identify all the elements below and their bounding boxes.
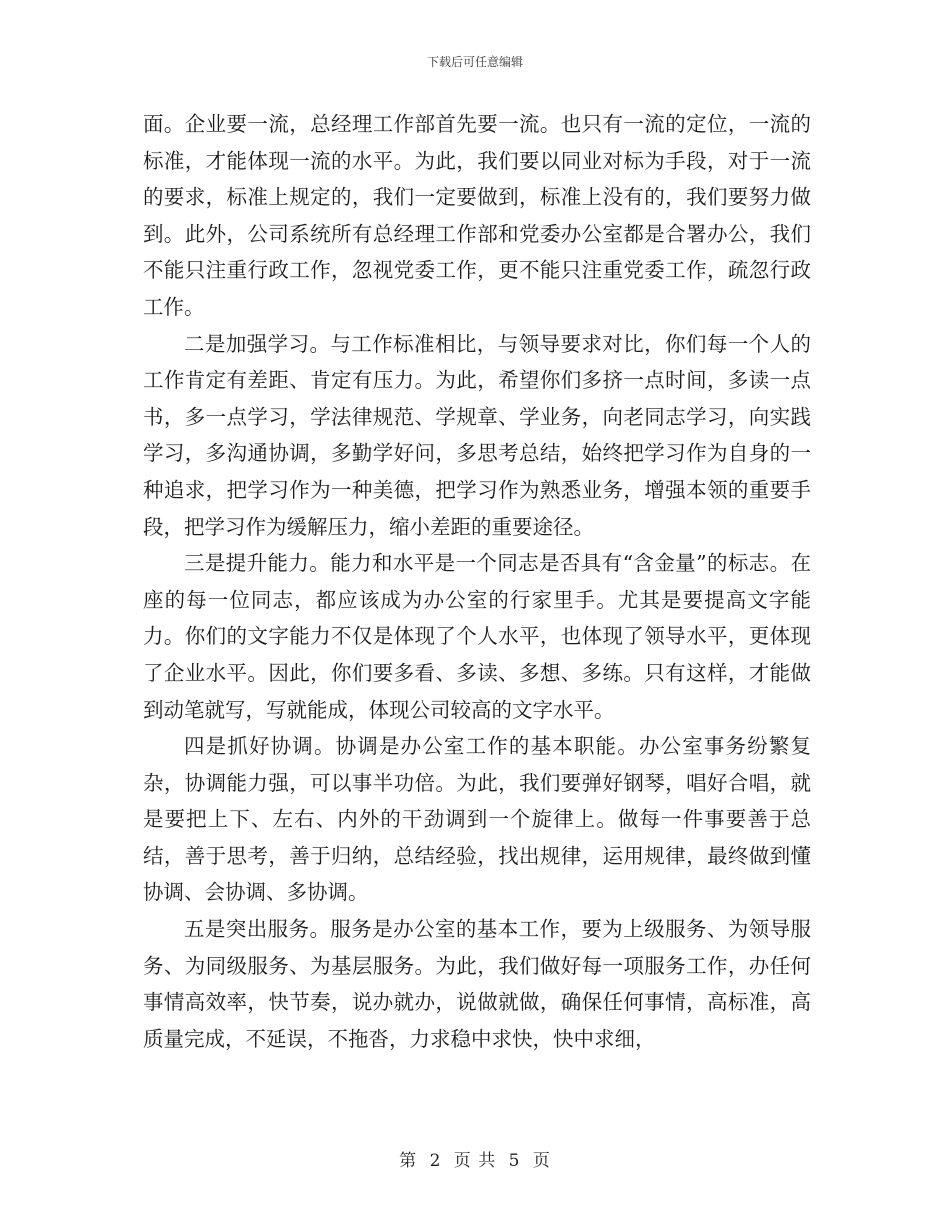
paragraph-continuation: 面。企业要一流，总经理工作部首先要一流。也只有一流的定位，一流的标准，才能体现一流的水平。为此，我们要以同业对标为手段，对于一流的要求，标准上规定的，我们一定要做到，标准上没有的，我们要努力做到。此外，公司系统所有总经理工作部和党委办公室都是合署办公，我们不能只注重行政工作，忽视党委工作，更不能只注重党委工作，疏忽行政工作。 [143, 112, 811, 319]
paragraph-service: 五是突出服务。服务是办公室的基本工作，要为上级服务、为领导服务、为同级服务、为基层服务。为此，我们做好每一项服务工作，办任何事情高效率，快节奏，说办就办，说做就做，确保任何事情，高标准，高质量完成，不延误，不拖沓，力求稳中求快，快中求细， [143, 917, 811, 1051]
page-footer [0, 1150, 950, 1172]
paragraph-coordination: 四是抓好协调。协调是办公室工作的基本职能。办公室事务纷繁复杂，协调能力强，可以事半功倍。为此，我们要弹好钢琴，唱好合唱，就是要把上下、左右、内外的干劲调到一个旋律上。做每一件事要善于总结，善于思考，善于归纳，总结经验，找出规律，运用规律，最终做到懂协调、会协调、多协调。 [143, 734, 811, 905]
document-body [143, 106, 811, 1057]
footer-suffix: 页 [532, 1151, 551, 1171]
footer-prefix: 第 [399, 1151, 418, 1171]
footer-total-pages: 5 [508, 1151, 521, 1171]
paragraph-improve-ability: 三是提升能力。能力和水平是一个同志是否具有“含金量”的标志。在座的每一位同志，都应该成为办公室的行家里手。尤其是要提高文字能力。你们的文字能力不仅是体现了个人水平，也体现了领导水平，更体现了企业水平。因此，你们要多看、多读、多想、多练。只有这样，才能做到动笔就写，写就能成，体现公司较高的文字水平。 [143, 551, 811, 722]
footer-middle: 页 共 [453, 1151, 497, 1171]
footer-current-page: 2 [429, 1151, 442, 1171]
page-header-note: 下载后可任意编辑 [426, 55, 523, 69]
paragraph-strengthen-learning: 二是加强学习。与工作标准相比，与领导要求对比，你们每一个人的工作肯定有差距、肯定有压力。为此，希望你们多挤一点时间，多读一点书，多一点学习，学法律规范、学规章、学业务，向老同志学习，向实践学习，多沟通协调，多勤学好问，多思考总结，始终把学习作为自身的一种追求，把学习作为一种美德，把学习作为熟悉业务，增强本领的重要手段，把学习作为缓解压力，缩小差距的重要途径。 [143, 331, 811, 539]
